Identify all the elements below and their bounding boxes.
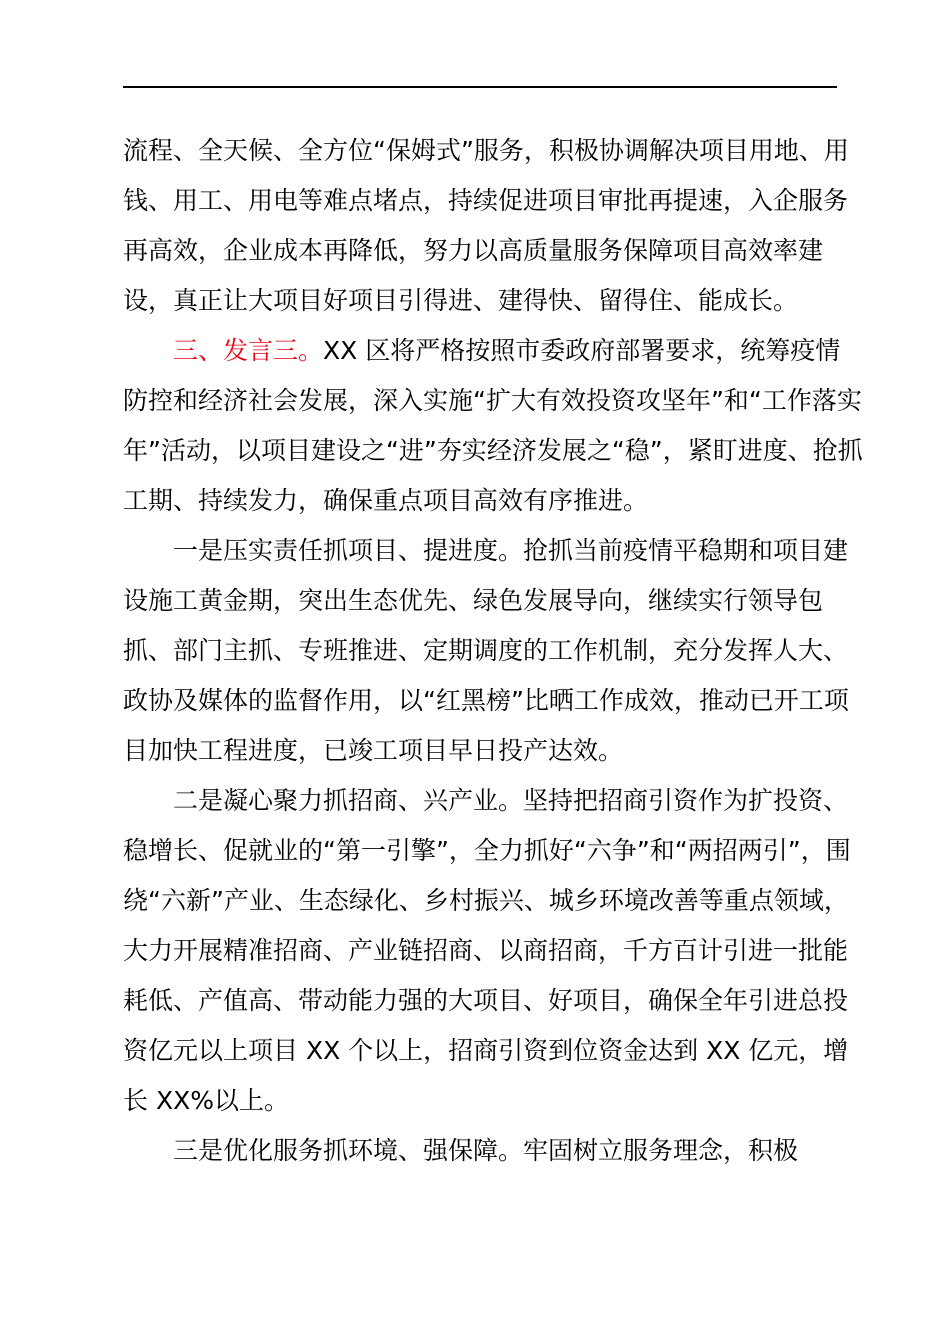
paragraph-point-one bbox=[123, 526, 863, 776]
paragraph-point-three bbox=[123, 1126, 863, 1176]
paragraph-point-two bbox=[123, 776, 863, 1126]
paragraph-text: 一是压实责任抓项目、提进度。抢抓当前疫情平稳期和项目建设施工黄金期，突出生态优先、绿色发展导向，继续实行领导包抓、部门主抓、专班推进、定期调度的工作机制，充分发挥人大、政协及媒体的监督作用，以“红黑榜”比晒工作成效，推动已开工项目加快工程进度，已竣工项目早日投产达效。 bbox=[123, 536, 849, 765]
paragraph-text: XX 区将严格按照市委政府部署要求，统筹疫情防控和经济社会发展，深入实施“扩大有效投资攻坚年”和“工作落实年”活动，以项目建设之“进”夯实经济发展之“稳”，紧盯进度、抢抓工期、持续发力，确保重点项目高效有序推进。 bbox=[123, 336, 863, 515]
section-heading: 三、发言三。 bbox=[173, 336, 324, 365]
paragraph-text: 三是优化服务抓环境、强保障。牢固树立服务理念，积极 bbox=[173, 1136, 799, 1165]
paragraph-text: 二是凝心聚力抓招商、兴产业。坚持把招商引资作为扩投资、稳增长、促就业的“第一引擎”，全力抓好“六争”和“两招两引”，围绕“六新”产业、生态绿化、乡村振兴、城乡环境改善等重点领域，大力开展精准招商、产业链招商、以商招商，千方百计引进一批能耗低、产值高、带动能力强的大项目、好项目，确保全年引进总投资亿元以上项目 XX 个以上，招商引资到位资金达到 XX 亿元，增长 XX%以上。 bbox=[123, 786, 851, 1115]
paragraph-continuation bbox=[123, 126, 863, 326]
header-rule bbox=[123, 86, 837, 88]
paragraph-speech-three bbox=[123, 326, 863, 526]
document-body bbox=[123, 126, 863, 1176]
paragraph-text: 流程、全天候、全方位“保姆式”服务，积极协调解决项目用地、用钱、用工、用电等难点堵点，持续促进项目审批再提速，入企服务再高效，企业成本再降低，努力以高质量服务保障项目高效率建设，真正让大项目好项目引得进、建得快、留得住、能成长。 bbox=[123, 136, 849, 315]
